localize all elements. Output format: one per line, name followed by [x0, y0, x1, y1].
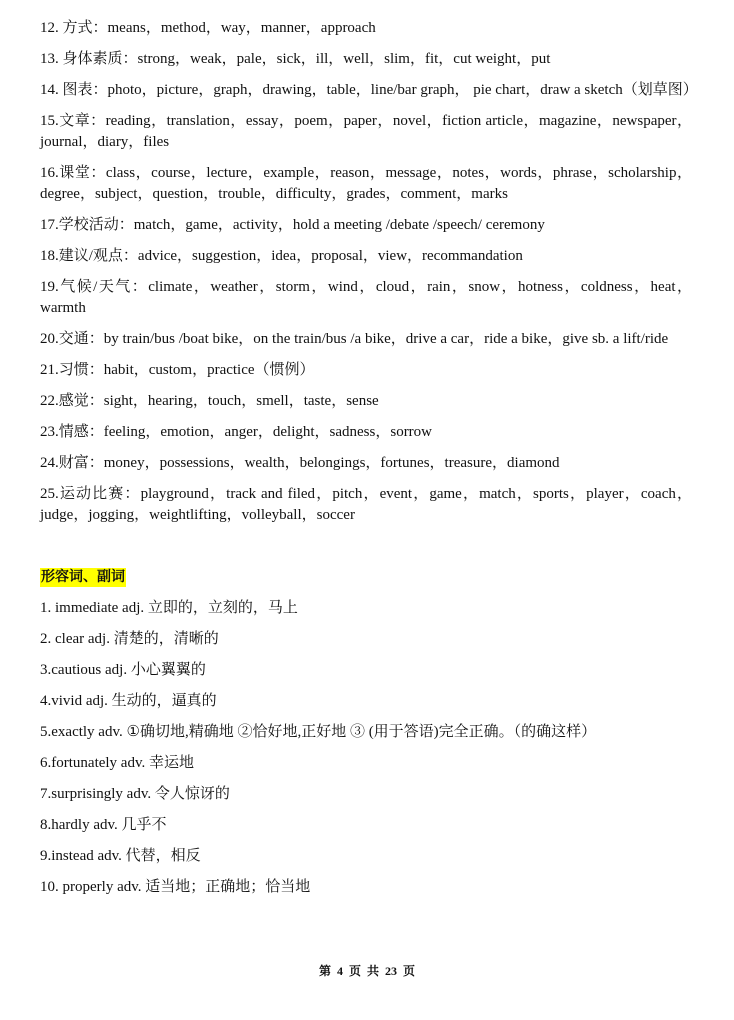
list-item: 9.instead adv. 代替，相反 [40, 848, 201, 864]
list-item: 7.surprisingly adv. 令人惊讶的 [40, 786, 230, 802]
list-item: 23.情感：feeling，emotion，anger，delight，sadness，sorrow [40, 424, 433, 440]
list-item: 15.文章：reading，translation，essay，poem，paper，novel，fiction article，magazine，newspaper，journal，diary，files [40, 113, 692, 150]
list-item: 24.财富：money，possessions，wealth，belongings，fortunes，treasure，diamond [40, 455, 560, 471]
list-item: 2. clear adj. 清楚的，清晰的 [40, 631, 219, 647]
list-item: 19.气候/天气：climate，weather，storm，wind，cloud，rain，snow，hotness，coldness，heat，warmth [40, 279, 692, 316]
section-heading: 形容词、副词 [41, 569, 125, 585]
list-item: 20.交通：by train/bus /boat bike，on the train/bus /a bike，drive a car，ride a bike，give sb. a lift/ride [40, 331, 669, 347]
list-item: 3.cautious adj. 小心翼翼的 [40, 662, 206, 678]
document-page [40, 18, 698, 908]
list-item: 21.习惯：habit，custom，practice（惯例） [40, 362, 315, 378]
list-item: 25.运动比赛：playground，track and filed，pitch，event，game，match，sports，player，coach，judge，jogging，weightlifting，volleyball，soccer [40, 486, 692, 523]
list-item: 8.hardly adv. 几乎不 [40, 817, 167, 833]
list-item: 1. immediate adj. 立即的，立刻的，马上 [40, 600, 298, 616]
section-heading-row [40, 567, 692, 588]
list-item: 22.感觉：sight，hearing，touch，smell，taste，sense [40, 393, 379, 409]
noun-list [40, 18, 698, 526]
list-item: 12. 方式：means，method，way，manner，approach [40, 20, 376, 36]
list-item: 10. properly adv. 适当地；正确地；恰当地 [40, 879, 311, 895]
list-item: 18.建议/观点：advice，suggestion，idea，proposal，view，recommandation [40, 248, 523, 264]
list-item: 16.课堂：class，course，lecture，example，reason，message，notes，words，phrase，scholarship，degree，subject，question，trouble，difficulty，grades，comment，marks [40, 165, 692, 202]
list-item: 5.exactly adv. ①确切地,精确地 ②恰好地,正好地 ③ (用于答语)完全正确。（的确这样） [40, 724, 597, 740]
blank-line [40, 536, 692, 557]
list-item: 6.fortunately adv. 幸运地 [40, 755, 194, 771]
page-footer: 第 4 页 共 23 页 [318, 964, 415, 978]
adjective-list [40, 598, 692, 898]
list-item: 17.学校活动：match，game，activity，hold a meeting /debate /speech/ ceremony [40, 217, 545, 233]
list-item: 13. 身体素质：strong，weak，pale，sick，ill，well，slim，fit，cut weight，put [40, 51, 551, 67]
list-item: 14. 图表：photo，picture，graph，drawing，table，line/bar graph， pie chart，draw a sketch（划草图） [40, 82, 698, 98]
list-item: 4.vivid adj. 生动的，逼真的 [40, 693, 217, 709]
